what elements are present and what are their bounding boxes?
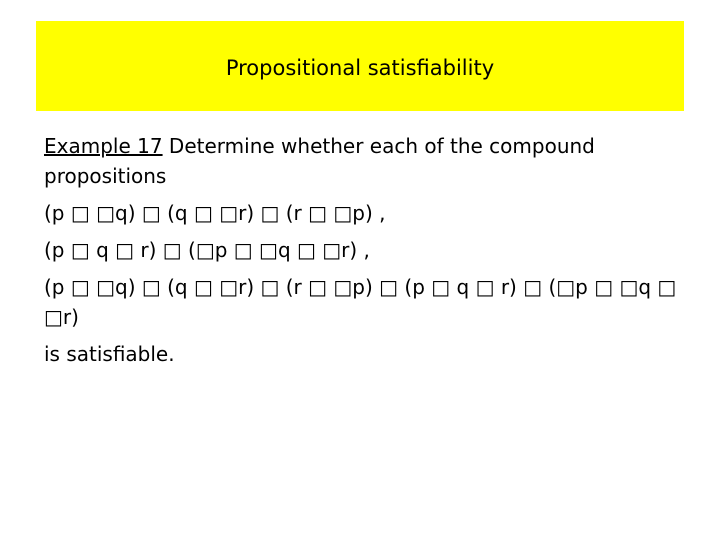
- formula-1: (p □ □q) □ (q □ □r) □ (r □ □p) ,: [44, 201, 386, 225]
- formula-3: (p □ □q) □ (q □ □r) □ (r □ □p) □ (p □ q □ r) □ (□p □ □q □ □r): [44, 275, 677, 329]
- title-bar: [36, 21, 684, 111]
- slide-body: [44, 131, 684, 376]
- example-label: Example 17: [44, 134, 163, 158]
- conclusion-text: is satisfiable.: [44, 342, 175, 366]
- slide-title: Propositional satisfiability: [225, 56, 495, 80]
- intro-paragraph: [44, 131, 684, 191]
- formula-2: (p □ q □ r) □ (□p □ □q □ □r) ,: [44, 238, 370, 262]
- intro-text: Determine whether each of the compound propositions: [44, 134, 595, 188]
